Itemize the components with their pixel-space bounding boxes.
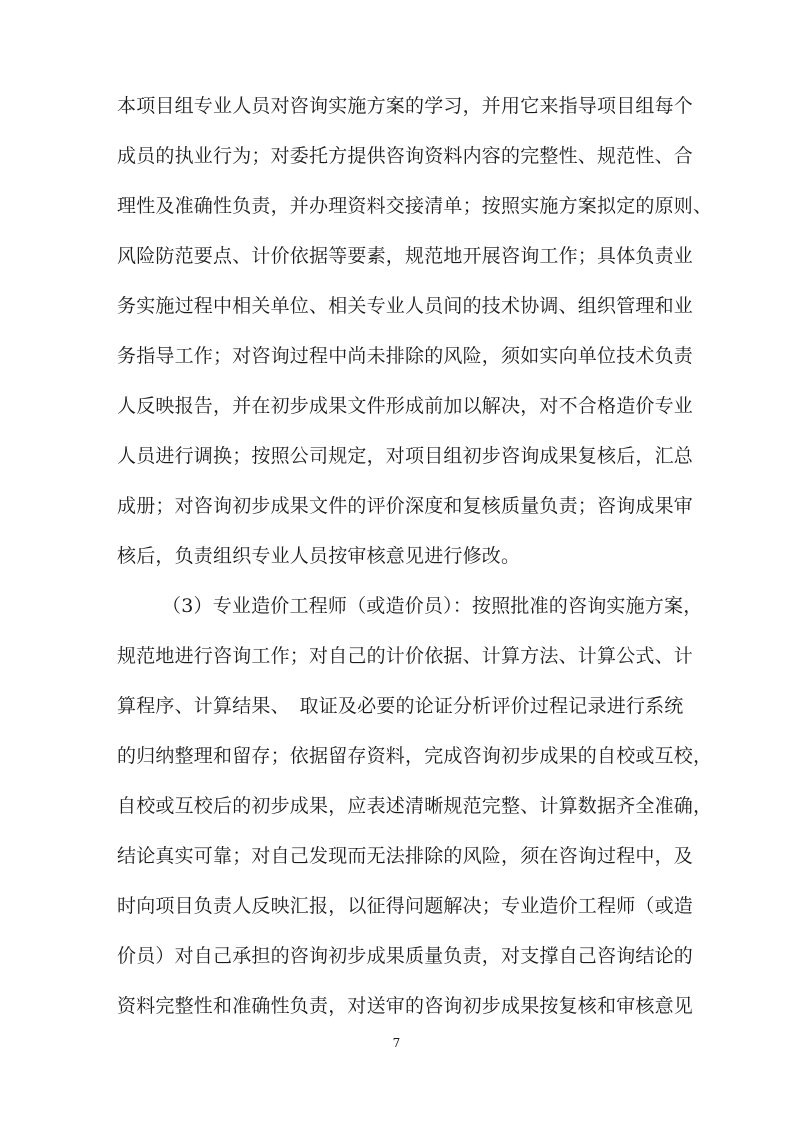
paragraph-line: 价员）对自己承担的咨询初步成果质量负责，对支撑自己咨询结论的 [117, 945, 694, 967]
paragraph-line: 的归纳整理和留存；依据留存资料，完成咨询初步成果的自校或互校， [117, 745, 713, 767]
paragraph-line: 规范地进行咨询工作；对自己的计价依据、计算方法、计算公式、计 [117, 645, 694, 667]
paragraph-line: 务实施过程中相关单位、相关专业人员间的技术协调、组织管理和业 [117, 295, 694, 317]
paragraph-line: 时向项目负责人反映汇报，以征得问题解决；专业造价工程师（或造 [117, 895, 694, 917]
paragraph-line: 资料完整性和准确性负责，对送审的咨询初步成果按复核和审核意见 [117, 995, 694, 1017]
paragraph-line: 自校或互校后的初步成果，应表述清晰规范完整、计算数据齐全准确， [117, 795, 713, 817]
paragraph-line: 算程序、计算结果、 取证及必要的论证分析评价过程记录进行系统 [117, 695, 684, 717]
paragraph-line: 风险防范要点、计价依据等要素，规范地开展咨询工作；具体负责业 [117, 245, 694, 267]
paragraph-line: （3）专业造价工程师（或造价员）：按照批准的咨询实施方案， [162, 595, 703, 617]
paragraph-line: 结论真实可靠；对自己发现而无法排除的风险，须在咨询过程中，及 [117, 845, 694, 867]
page-number: 7 [392, 1036, 401, 1050]
paragraph-line: 成册；对咨询初步成果文件的评价深度和复核质量负责；咨询成果审 [117, 495, 694, 517]
paragraph-line: 人反映报告，并在初步成果文件形成前加以解决，对不合格造价专业 [117, 395, 694, 417]
paragraph-line: 核后，负责组织专业人员按审核意见进行修改。 [117, 545, 521, 567]
paragraph-line: 人员进行调换；按照公司规定，对项目组初步咨询成果复核后，汇总 [117, 445, 694, 467]
paragraph-line: 本项目组专业人员对咨询实施方案的学习，并用它来指导项目组每个 [117, 95, 694, 117]
paragraph-line: 成员的执业行为；对委托方提供咨询资料内容的完整性、规范性、合 [117, 145, 694, 167]
paragraph-line: 务指导工作；对咨询过程中尚未排除的风险，须如实向单位技术负责 [117, 345, 694, 367]
paragraph-line: 理性及准确性负责，并办理资料交接清单；按照实施方案拟定的原则、 [117, 195, 713, 217]
